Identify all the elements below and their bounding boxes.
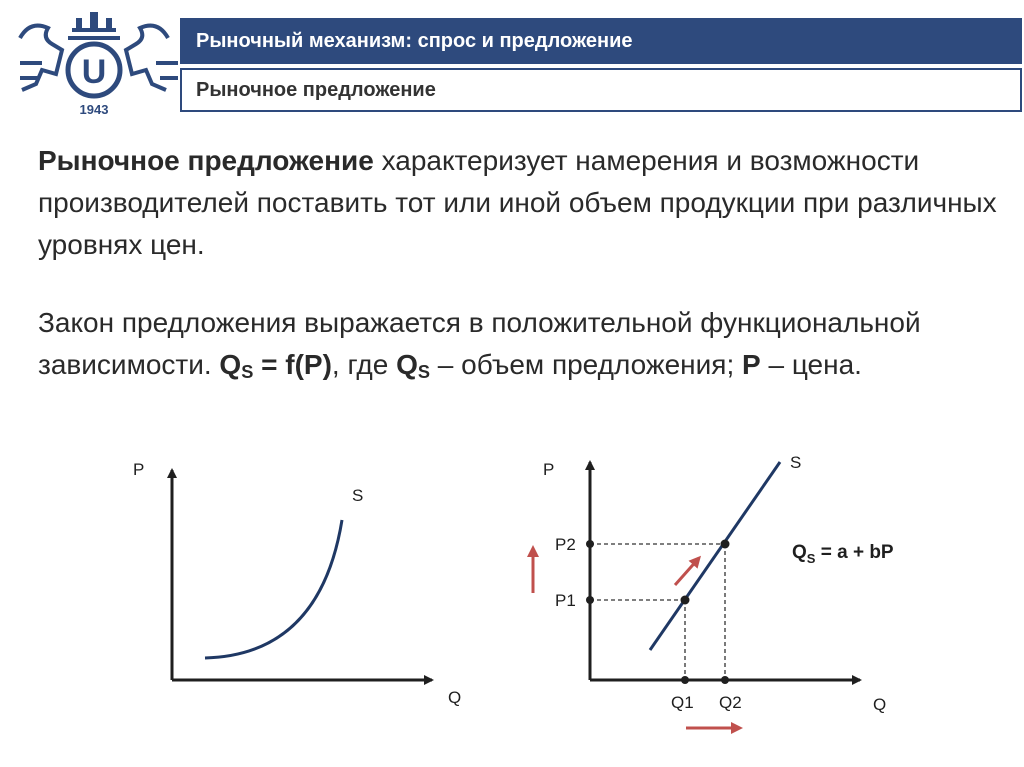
linear-supply-graph <box>533 453 894 728</box>
supply-formula: $Q_S = a$ + bP <box>792 542 894 566</box>
formula-qs: $Q_S = f(P)$ <box>219 349 332 382</box>
supply-curve-graph <box>133 460 461 707</box>
qs-symbol: $Q_S$ <box>396 349 431 382</box>
university-logo <box>10 8 178 120</box>
q-axis-label: Q <box>873 695 887 714</box>
s-line-label: S <box>790 453 802 472</box>
p-axis-label: P <box>543 460 555 479</box>
q2-label: Q2 <box>719 693 742 712</box>
p-symbol: P <box>742 349 761 380</box>
supply-diagrams <box>0 440 1024 767</box>
q1-tick <box>681 676 689 684</box>
q1-label: Q1 <box>671 693 694 712</box>
law-paragraph <box>38 302 998 393</box>
where-text: , где <box>331 349 397 380</box>
supply-line <box>650 462 780 650</box>
p-axis-label: P <box>133 460 145 479</box>
definition-text: характеризует намерения и возможности производителей поставить тот или иной объем продукции при различных уровнях цен. <box>38 145 997 260</box>
movement-arrow <box>675 558 699 585</box>
point-1 <box>681 596 690 605</box>
definition-term: Рыночное предложение <box>38 145 374 176</box>
p1-label: P1 <box>555 591 576 610</box>
price-text: – цена. <box>760 349 862 380</box>
law-text: Закон предложения выражается в положительной функциональной зависимости. <box>38 307 921 380</box>
p2-tick <box>586 540 594 548</box>
s-curve-label: S <box>352 486 364 505</box>
q-axis-label: Q <box>448 688 462 707</box>
logo-year: 1943 <box>79 102 109 117</box>
p2-label: P2 <box>555 535 576 554</box>
supply-curve <box>205 520 342 658</box>
slide-title: Рыночный механизм: спрос и предложение <box>180 18 1022 64</box>
definition-paragraph <box>38 140 998 266</box>
guide-lines <box>590 544 725 680</box>
point-2 <box>721 540 730 549</box>
p1-tick <box>586 596 594 604</box>
volume-text: – объем предложения; <box>430 349 743 380</box>
slide-subtitle: Рыночное предложение <box>180 68 1022 112</box>
logo-letter: U <box>81 53 107 91</box>
q2-tick <box>721 676 729 684</box>
